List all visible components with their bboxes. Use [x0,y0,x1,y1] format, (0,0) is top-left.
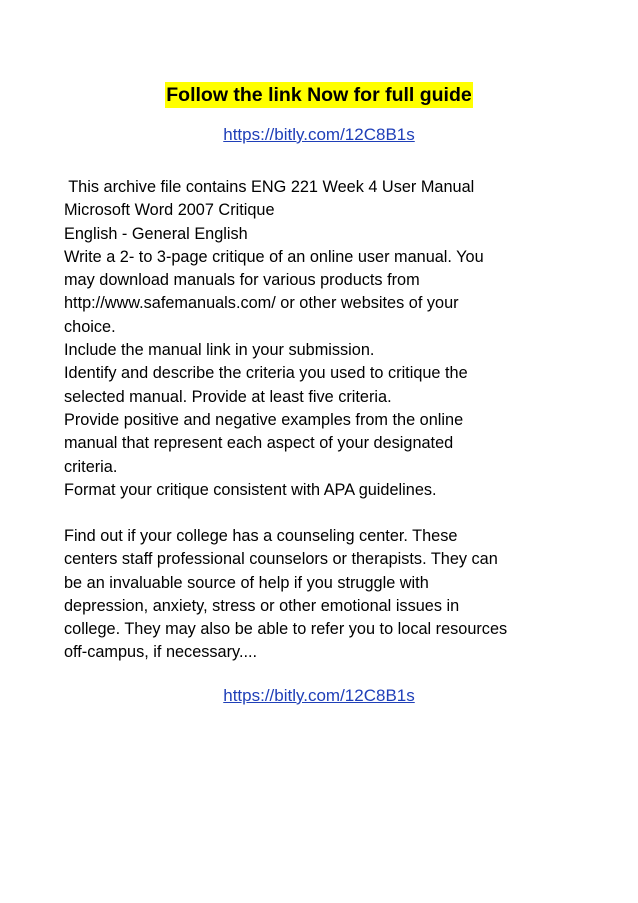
description-line: Format your critique consistent with APA guidelines. [64,480,437,499]
counseling-line: college. They may also be able to refer you to local resources [64,620,508,639]
description-line: may download manuals for various products from [64,271,420,290]
description-line: Microsoft Word 2007 Critique [64,201,275,220]
guide-link-bottom[interactable]: https://bitly.com/12C8B1s [223,686,415,705]
description-line: choice. [64,317,116,336]
description-block [64,176,564,502]
title-container [0,82,638,108]
page-title: Follow the link Now for full guide [166,84,472,106]
counseling-line: off-campus, if necessary.... [64,643,258,662]
counseling-block [64,525,564,665]
counseling-line: centers staff professional counselors or therapists. They can [64,550,498,569]
description-line: English - General English [64,224,248,243]
description-line: http://www.safemanuals.com/ or other websites of your [64,294,459,313]
guide-link-top[interactable]: https://bitly.com/12C8B1s [223,125,415,144]
description-line: Include the manual link in your submission. [64,341,375,360]
description-line: criteria. [64,457,118,476]
description-line: selected manual. Provide at least five criteria. [64,387,392,406]
description-line: Write a 2- to 3-page critique of an online user manual. You [64,247,484,266]
description-line: Provide positive and negative examples from the online [64,410,464,429]
counseling-line: be an invaluable source of help if you struggle with [64,573,429,592]
counseling-line: depression, anxiety, stress or other emotional issues in [64,596,460,615]
description-line: This archive file contains ENG 221 Week 4 User Manual [64,178,475,196]
counseling-line: Find out if your college has a counseling center. These [64,527,458,545]
description-line: Identify and describe the criteria you used to critique the [64,364,468,383]
description-line: manual that represent each aspect of your designated [64,434,454,453]
